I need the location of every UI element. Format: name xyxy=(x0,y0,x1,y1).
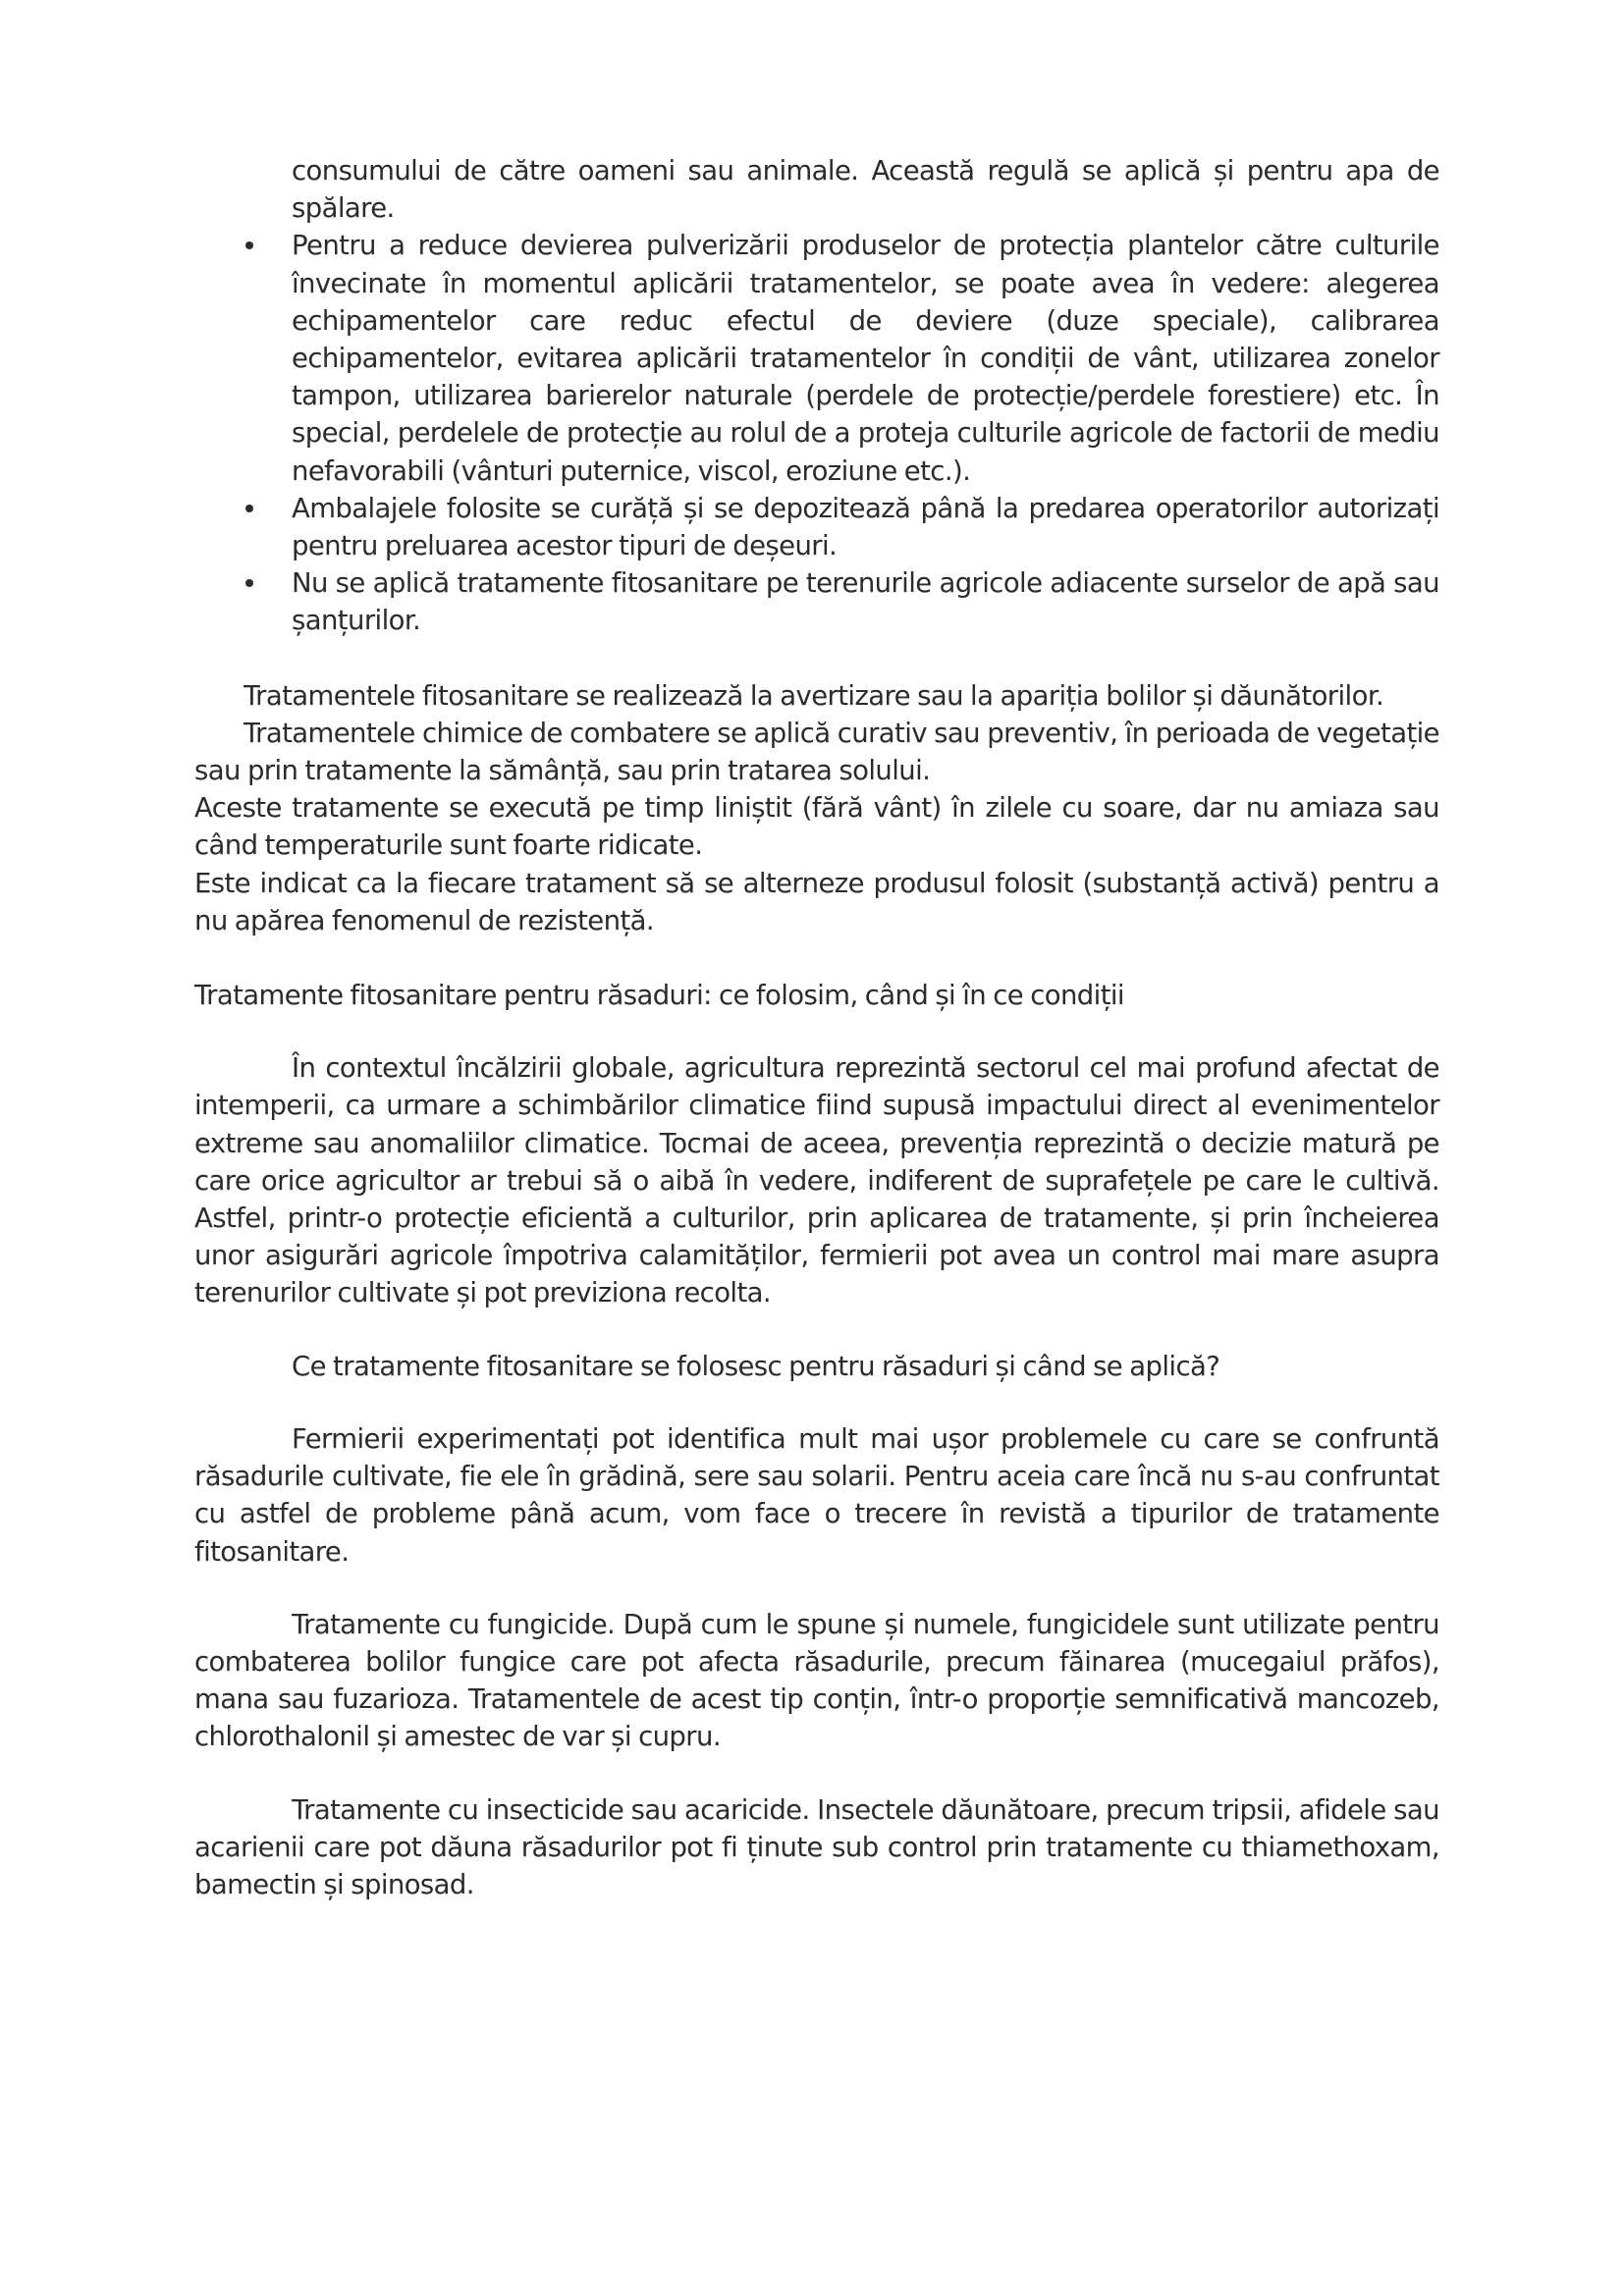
paragraph-weather-conditions: Aceste tratamente se execută pe timp liniștit (fără vânt) în zilele cu soare, dar nu amiaza sau când temperaturile sunt foarte ridicate. xyxy=(194,792,1439,862)
section-heading: Tratamente fitosanitare pentru răsaduri: ce folosim, când și în ce condiții xyxy=(194,980,1124,1012)
bullet-icon xyxy=(245,579,253,587)
paragraph-chemical-treatments: Tratamentele chimice de combatere se aplică curativ sau preventiv, în perioada de vegetație sau prin tratamente la sămânță, sau prin tratarea solului. xyxy=(194,717,1439,787)
paragraph-fungicides: Tratamente cu fungicide. După cum le spune și numele, fungicidele sunt utilizate pentru combaterea bolilor fungice care pot afecta răsadurile, precum făinarea (mucegaiul prăfos), mana sau fuzarioza. Tratamentele de acest tip conțin, într-o proporție semnificativă mancozeb, chlorothalonil și amestec de var și cupru. xyxy=(194,1608,1439,1753)
paragraph-warning-treatments: Tratamentele fitosanitare se realizează la avertizare sau la apariția bolilor și dăunătorilor. xyxy=(244,679,1384,712)
list-item-text: Nu se aplică tratamente fitosanitare pe terenurile agricole adiacente surselor de apă sau șanțurilor. xyxy=(292,567,1439,637)
paragraph-experienced-farmers: Fermierii experimentați pot identifica mult mai ușor problemele cu care se confruntă răsadurile cultivate, fie ele în grădină, sere sau solarii. Pentru aceia care încă nu s-au confruntat cu astfel de probleme până acum, vom face o trecere în revistă a tipurilor de tratamente fitosanitare. xyxy=(194,1422,1439,1568)
list-item xyxy=(292,227,1439,489)
paragraph-alternate-products: Este indicat ca la fiecare tratament să se alterneze produsul folosit (substanță activă) pentru a nu apărea fenomenul de rezistență. xyxy=(194,867,1439,936)
list-item-continuation xyxy=(292,152,1439,227)
list-item xyxy=(292,564,1439,639)
list-item-text: consumului de către oameni sau animale. Această regulă se aplică și pentru apa de spălare. xyxy=(292,155,1439,225)
paragraph-insecticides: Tratamente cu insecticide sau acaricide. Insectele dăunătoare, precum tripsii, afidele sau acarienii care pot dăuna răsadurilor pot fi ținute sub control prin tratamente cu thiamethoxam, bamectin și spinosad. xyxy=(194,1793,1439,1900)
list-item-text: Pentru a reduce devierea pulverizării produselor de protecția plantelor către culturile învecinate în momentul aplicării tratamentelor, se poate avea în vedere: alegerea echipamentelor care reduc efectul de deviere (duze speciale), calibrarea echipamentelor, evitarea aplicării tratamentelor în condiții de vânt, utilizarea zonelor tampon, utilizarea barierelor naturale (perdele de protecție/perdele forestiere) etc. În special, perdelele de protecție au rolul de a proteja culturile agricole de factorii de mediu nefavorabili (vânturi puternice, viscol, eroziune etc.). xyxy=(292,230,1439,487)
bullet-icon xyxy=(245,241,253,249)
list-item-text: Ambalajele folosite se curăță și se depozitează până la predarea operatorilor autorizați pentru preluarea acestor tipuri de deșeuri. xyxy=(292,492,1439,562)
subheading-question: Ce tratamente fitosanitare se folosesc pentru răsaduri și când se aplică? xyxy=(292,1350,1220,1382)
list-item xyxy=(292,490,1439,564)
document-page xyxy=(194,152,1439,1903)
bullet-icon xyxy=(245,505,253,512)
paragraph-global-warming: În contextul încălzirii globale, agricultura reprezintă sectorul cel mai profund afectat de intemperii, ca urmare a schimbărilor climatice fiind supusă impactului direct al evenimentelor extreme sau anomaliilor climatice. Tocmai de aceea, prevenția reprezintă o decizie matură pe care orice agricultor ar trebui să o aibă în vedere, indiferent de suprafețele pe care le cultivă. Astfel, printr-o protecție eficientă a culturilor, prin aplicarea de tratamente, și prin încheierea unor asigurări agricole împotriva calamităților, fermierii pot avea un control mai mare asupra terenurilor cultivate și pot previziona recolta. xyxy=(194,1052,1439,1309)
precautions-list xyxy=(194,152,1439,640)
